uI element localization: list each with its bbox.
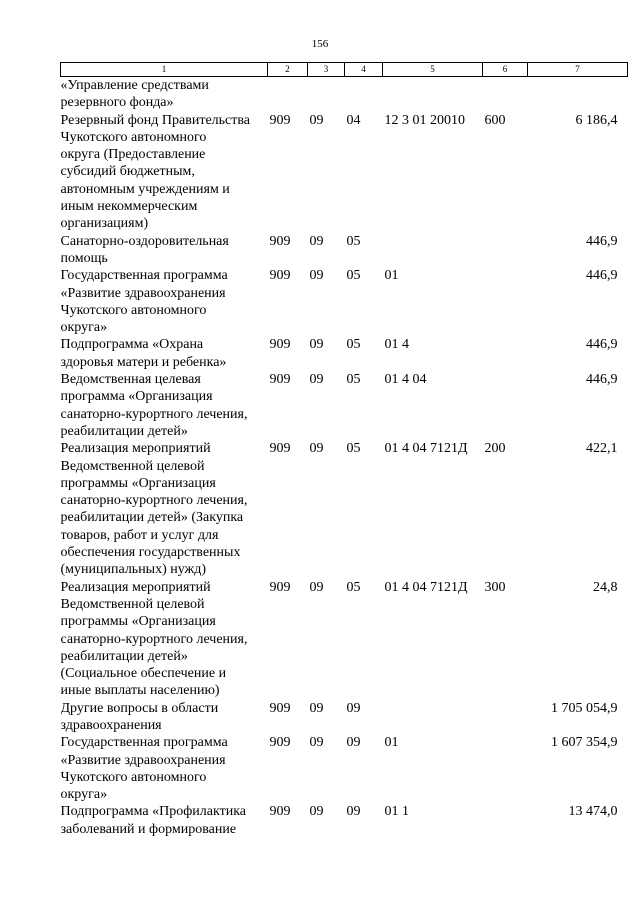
target-article-code: 01 4 [384,337,409,353]
expense-type-code [483,233,528,268]
section-code: 09 [309,735,324,751]
expense-type-code [483,77,528,112]
subsection-code [345,77,383,112]
section-code: 09 [309,441,324,457]
amount: 422,1 [586,441,618,457]
target-article-code: 01 1 [384,804,409,820]
subsection-code: 05 [346,579,361,595]
section-code: 09 [309,700,324,716]
target-article-code: 12 3 01 20010 [384,112,465,128]
table-row [61,700,628,735]
expense-type-code [483,336,528,371]
subsection-code: 09 [346,735,361,751]
amount [528,77,628,112]
amount: 446,9 [586,268,618,284]
ministry-code: 909 [269,804,291,820]
row-name: Ведомственная целевая программа «Организация санаторно-курортного лечения, реабилитации детей» [60,372,248,439]
column-header: 3 [308,63,345,77]
target-article-code: 01 4 04 [384,372,427,388]
amount: 446,9 [586,233,618,249]
amount: 446,9 [586,372,618,388]
row-name: Санаторно-оздоровительная помощь [60,233,229,266]
target-article-code: 01 [384,268,399,284]
amount: 446,9 [586,337,618,353]
expense-type-code: 600 [484,112,506,128]
table-row [61,734,628,803]
subsection-code: 09 [346,804,361,820]
column-header: 7 [528,63,628,77]
row-name: Подпрограмма «Охрана здоровья матери и ребенка» [60,337,227,370]
table-row [61,336,628,371]
row-name: Реализация мероприятий Ведомственной целевой программы «Организация санаторно-курортного лечения, реабилитации детей» (Социальное обеспечение и иные выплаты населению) [60,579,248,699]
expense-type-code [483,734,528,803]
subsection-code: 05 [346,233,361,249]
amount: 1 607 354,9 [551,735,618,751]
amount: 13 474,0 [568,804,618,820]
table-row [61,440,628,578]
section-code: 09 [309,233,324,249]
section-code: 09 [309,372,324,388]
expense-type-code [483,700,528,735]
table-row [61,803,628,838]
expense-type-code: 300 [484,579,506,595]
ministry-code [268,77,308,112]
target-article-code: 01 4 04 7121Д [384,441,468,457]
page-number: 156 [311,38,329,50]
row-name: «Управление средствами резервного фонда» [60,78,209,111]
section-code: 09 [309,268,324,284]
ministry-code: 909 [269,441,291,457]
amount: 1 705 054,9 [551,700,618,716]
target-article-code [383,77,483,112]
expense-type-code [483,371,528,440]
subsection-code: 09 [346,700,361,716]
expense-type-code: 200 [484,441,506,457]
subsection-code: 05 [346,337,361,353]
expense-type-code [483,803,528,838]
table-body [61,77,628,839]
section-code: 09 [309,112,324,128]
section-code: 09 [309,804,324,820]
target-article-code: 01 [384,735,399,751]
column-header: 4 [345,63,383,77]
column-header: 5 [383,63,483,77]
ministry-code: 909 [269,735,291,751]
row-name: Другие вопросы в области здравоохранения [60,700,219,733]
table-row [61,267,628,336]
column-header: 2 [268,63,308,77]
subsection-code: 04 [346,112,361,128]
amount: 24,8 [593,579,618,595]
subsection-code: 05 [346,372,361,388]
header-row [61,63,628,77]
table-row [61,77,628,112]
row-name: Резервный фонд Правительства Чукотского автономного округа (Предоставление субсидий бюджетным, автономным учреждениям и иным некоммерческим организациям) [60,112,251,232]
section-code: 09 [309,337,324,353]
subsection-code: 05 [346,268,361,284]
column-header: 6 [483,63,528,77]
table-row [61,112,628,233]
ministry-code: 909 [269,579,291,595]
row-name: Государственная программа «Развитие здравоохранения Чукотского автономного округа» [60,268,228,336]
table-row [61,233,628,268]
table-row [61,579,628,700]
row-name: Подпрограмма «Профилактика заболеваний и формирование [60,804,247,837]
column-header: 1 [61,63,268,77]
row-name: Государственная программа «Развитие здравоохранения Чукотского автономного округа» [60,735,228,803]
amount: 6 186,4 [575,112,618,128]
row-name: Реализация мероприятий Ведомственной целевой программы «Организация санаторно-курортного лечения, реабилитации детей» (Закупка товаров, работ и услуг для обеспечения государственных (муниципальных) нужд) [60,441,248,578]
ministry-code: 909 [269,337,291,353]
section-code [308,77,345,112]
ministry-code: 909 [269,268,291,284]
table-row [61,371,628,440]
subsection-code: 05 [346,441,361,457]
expense-type-code [483,267,528,336]
ministry-code: 909 [269,372,291,388]
target-article-code [383,233,483,268]
section-code: 09 [309,579,324,595]
ministry-code: 909 [269,233,291,249]
ministry-code: 909 [269,700,291,716]
ministry-code: 909 [269,112,291,128]
target-article-code: 01 4 04 7121Д [384,579,468,595]
target-article-code [383,700,483,735]
budget-table [60,62,628,838]
